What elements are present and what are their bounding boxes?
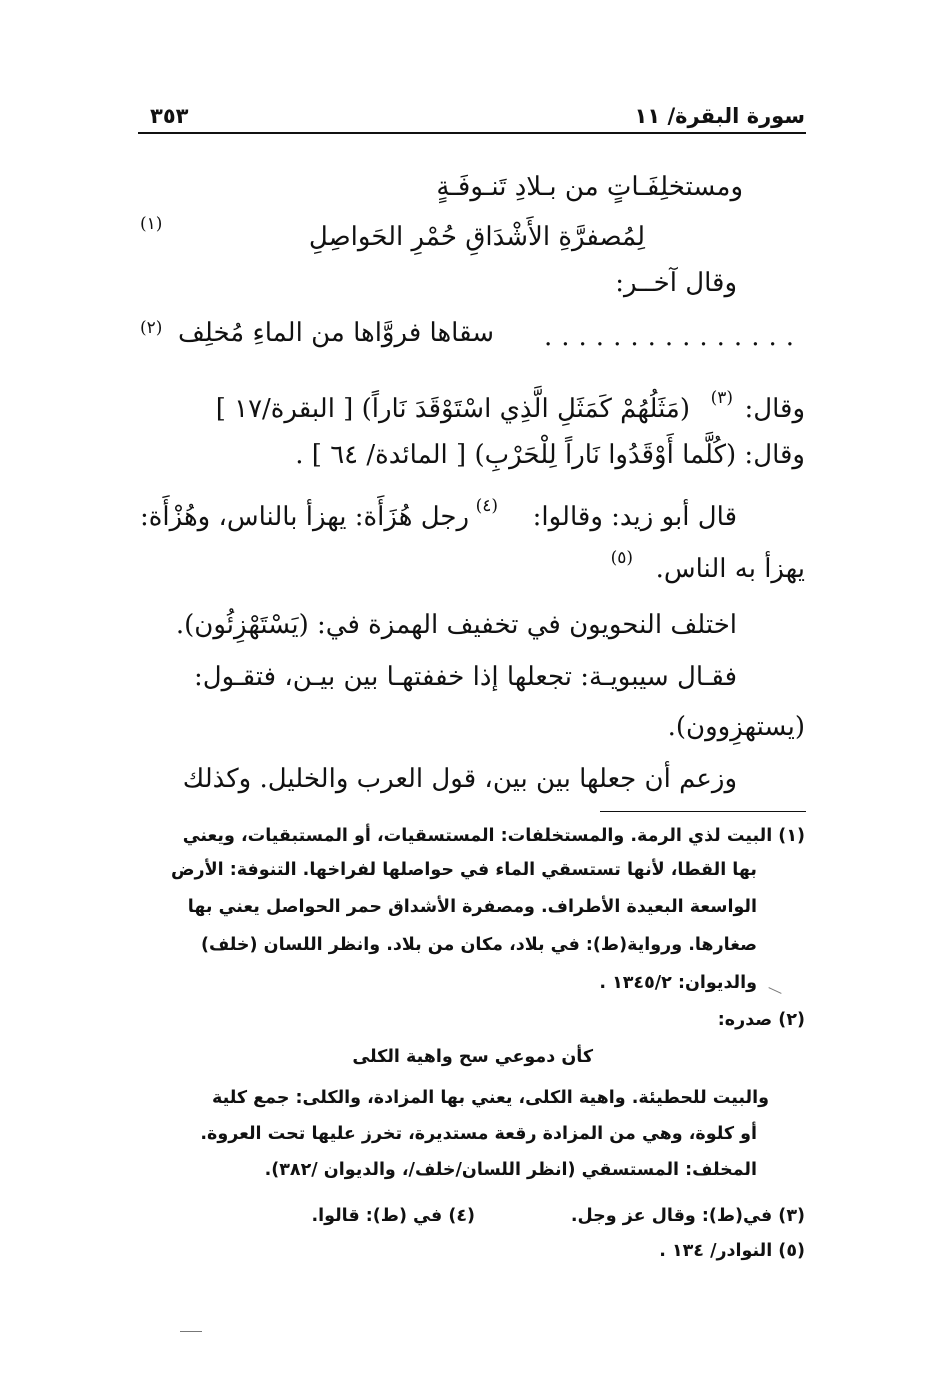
verse2-dots: ............... — [544, 322, 803, 352]
footnote-1-line3: الواسعة البعيدة الأطراف. ومصفرة الأشداق حمر الحواصل يعني بها — [187, 897, 757, 917]
footnote-3: (٣) في(ط): وقال عز وجل. — [570, 1206, 805, 1226]
another-said: وقال آخــر: — [615, 268, 737, 298]
footnote-1-line1: (١) البيت لذي الرمة. والمستخلفات: المستسقيات، أو المستبقيات، ويعني — [182, 826, 805, 846]
verse2-footnote-ref: (٢) — [140, 318, 163, 338]
verse1-line2: لِمُصفرَّةِ الأَشْدَاقِ حُمْرِ الحَواصِلِ — [308, 222, 645, 252]
footnote-1-line2: بها القطا، لأنها تستسقي الماء في حواصلها لفراخها. التنوفة: الأرض — [170, 860, 757, 880]
abu-zayd-prefix: قال أبو زيد: وقالوا: — [532, 502, 737, 532]
abu-zayd-footnote-ref2: (٥) — [610, 548, 633, 568]
quote2-text: وقال: (كُلَّما أَوْقَدُوا نَاراً لِلْحَرْبِ) [ المائدة/ ٦٤ ] . — [295, 440, 805, 470]
verse2-text: سقاها فروَّاها من الماءِ مُخلِف — [178, 318, 495, 348]
footnote-2-line1: والبيت للحطيئة. واهية الكلى، يعني بها المزادة، والكلى: جمع كلية — [211, 1088, 769, 1108]
scan-speck — [180, 1331, 202, 1332]
footnote-1-line4: صغارها. ورواية(ط): في بلاد، مكان من بلاد. وانظر اللسان (خلف) — [200, 935, 757, 955]
header-rule — [138, 132, 806, 134]
footnote-separator — [600, 811, 806, 812]
quote1-footnote-ref: (٣) — [710, 388, 733, 408]
quote1-prefix: وقال: — [744, 394, 805, 424]
verse1-line1: ومستخلِفَـاتٍ من بـلادِ تَنـوفَـةٍ — [436, 172, 743, 202]
abu-zayd-footnote-ref: (٤) — [475, 496, 498, 516]
sibawayh-line2: (يستهزِوون). — [667, 712, 805, 742]
footnote-2-line2: أو كلوة، وهي من المزادة رقعة مستديرة، تخرز عليها تحت العروة. — [200, 1124, 757, 1144]
grammarians-line: اختلف النحويون في تخفيف الهمزة في: (يَسْتَهْزِئُون). — [175, 610, 737, 640]
verse1-footnote-ref: (١) — [140, 214, 163, 234]
quote1-text: (مَثَلُهُمْ كَمَثَلِ الَّذِي اسْتَوْقَدَ نَاراً) [ البقرة/١٧ ] — [215, 394, 690, 424]
footnote-2-verse: كأن دموعي سح واهية الكلى — [352, 1047, 593, 1067]
running-title: سورة البقرة/ ١١ — [634, 104, 805, 128]
footnote-2-line3: المخلف: المستسقي (انظر اللسان/خلف/، والديوان /٣٨٢). — [264, 1160, 757, 1180]
claimed-line: وزعم أن جعلها بين بين، قول العرب والخليل. وكذلك — [182, 764, 737, 794]
scan-speck — [768, 987, 781, 994]
page-number: ٣٥٣ — [150, 104, 189, 128]
footnote-4: (٤) في (ط): قالوا. — [311, 1206, 475, 1226]
footnote-2-label: (٢) صدره: — [717, 1010, 805, 1030]
sibawayh-line1: فقـال سيبويـة: تجعلها إذا خففتهـا بين بيـن، فتقـول: — [193, 662, 737, 692]
abu-zayd-text: رجل هُزَأَة: يهزأ بالناس، وهُزْأَة: — [140, 502, 470, 532]
footnote-1-line5: والديوان: ١٣٤٥/٢ . — [599, 973, 757, 993]
abu-zayd-line2: يهزأ به الناس. — [655, 554, 805, 584]
footnote-5: (٥) النوادر/ ١٣٤ . — [659, 1241, 805, 1261]
